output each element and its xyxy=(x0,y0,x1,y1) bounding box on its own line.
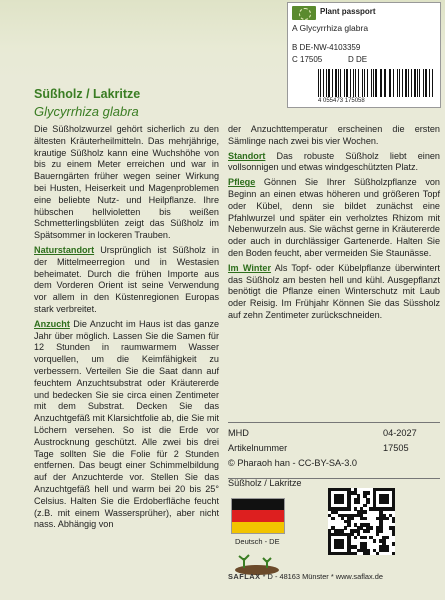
latin-name: Glycyrrhiza glabra xyxy=(34,104,139,119)
footer xyxy=(228,572,440,581)
artikel-value: 17505 xyxy=(383,443,409,453)
mhd-label: MHD xyxy=(228,428,249,438)
standort-text: Das robuste Süßholz liebt einen vollsonnigen und etwas windgeschützten Platz. xyxy=(228,150,440,173)
qr-code[interactable] xyxy=(328,488,395,555)
anzucht-section xyxy=(34,319,219,531)
passport-c: C 17505 xyxy=(292,55,323,64)
passport-label: Plant passport xyxy=(320,7,376,16)
passport-a: A Glycyrrhiza glabra xyxy=(292,23,369,33)
winter-section xyxy=(228,263,440,322)
eu-flag-icon xyxy=(292,6,316,20)
continuation-text: der Anzuchttemperatur erscheinen die ersten Sämlinge nach zwei bis vier Wochen. xyxy=(228,124,440,146)
divider xyxy=(228,422,440,423)
barcode-number: 4 055473 175058 xyxy=(318,98,365,104)
naturstandort-text: Ursprünglich ist Süßholz in der Mittelmeerregion und in Westasien beheimatet. Durch die frühen Importe aus dem Vorderen Orient ist seine Verwendung vor allem in den Küstenregionen Europas stark verbreitet. xyxy=(34,244,219,314)
mhd-value: 04-2027 xyxy=(383,428,417,438)
pflege-text: Gönnen Sie Ihrer Süßholzpflanze von Beginn an einen etwas höheren und größeren Topf oder Kübel, denn sie bildet zunächst eine Pfahlwurzel und später ein verholztes Rhizom mit Nebenwurzeln aus. Sie wächst gerne in Kräutererde oder auch in durchlässiger Gartenerde. Halten Sie den Boden feucht, aber vermeiden Sie Staunässe. xyxy=(228,177,440,258)
german-flag-icon xyxy=(231,498,285,534)
pflege-label: Pflege xyxy=(228,177,256,188)
page-title: Süßholz / Lakritze xyxy=(34,87,141,101)
product-name: Süßholz / Lakritze xyxy=(228,478,302,488)
plant-passport xyxy=(287,2,441,108)
passport-d: D DE xyxy=(348,55,368,64)
naturstandort-section xyxy=(34,245,219,316)
barcode xyxy=(318,69,434,97)
pflege-section xyxy=(228,177,440,260)
passport-b: B DE-NW-4103359 xyxy=(292,43,361,52)
standort-label: Standort xyxy=(228,150,266,161)
anzucht-label: Anzucht xyxy=(34,318,70,329)
naturstandort-label: Naturstandort xyxy=(34,244,95,255)
flag-caption: Deutsch - DE xyxy=(235,537,280,546)
winter-text: Als Topf- oder Kübelpflanze überwintert das Süßholz am besten hell und kühl. Ausgepflanzt benötigt die Pflanze einen Winterschutz mit Laub oder Reisig. Im Frühjahr Können Sie das Süssholz auf zehn Zentimeter zurückschneiden. xyxy=(228,262,440,320)
footer-address: * D - 48163 Münster * www.saflax.de xyxy=(260,572,383,581)
intro-text: Die Süßholzwurzel gehört sicherlich zu den ältesten Kräuterheilmitteln. Das mehrjährige, krautige Süßholz kann eine Wuchshöhe von bis zu einem Meter erreichen und war in Bauerngärten früher wegen seiner Wirkung bei Husten, Heiserkeit und Magenproblemen eine beliebte Nutz- und Heilpflanze. Ihre hübschen hellvioletten bis weißen Schmetterlingsblüten zeigt das Süßholz im Spätsommer in lockeren Trauben. xyxy=(34,124,219,241)
artikel-label: Artikelnummer xyxy=(228,443,288,453)
right-column xyxy=(228,124,440,325)
winter-label: Im Winter xyxy=(228,262,272,273)
brand-logo: SAFLAX xyxy=(228,572,261,581)
standort-section xyxy=(228,151,440,175)
left-column xyxy=(34,124,219,534)
copyright: © Pharaoh han - CC-BY-SA-3.0 xyxy=(228,458,357,468)
anzucht-text: Die Anzucht im Haus ist das ganze Jahr über möglich. Lassen Sie die Samen für 12 Stunden in raumwarmem Wasser vorquellen, um die Keimfähigkeit zu verbessern. Verteilen Sie die Saat dann auf feuchtem Anzuchtsubstrat oder Kräutererde und bedecken Sie sie circa einen Zentimeter mit dem Substrat. Decken Sie das Anzuchtgefäß mit Klarsichtfolie ab, die Sie mit Löchern versehen. So ist die Erde vor Austrocknung geschützt. Alle zwei bis drei Tage sollten Sie die Folie für 2 Stunden entfernen. Das beugt einer Schimmelbildung auf der Anzuchterde vor. Stellen Sie das Anzuchtgefäß hell und warm bei 20 bis 25° Celsius. Halten Sie die Erdoberfläche feucht (z.B. mit einem Wassersprüher), aber nicht nass. Abhängig von xyxy=(34,318,219,530)
